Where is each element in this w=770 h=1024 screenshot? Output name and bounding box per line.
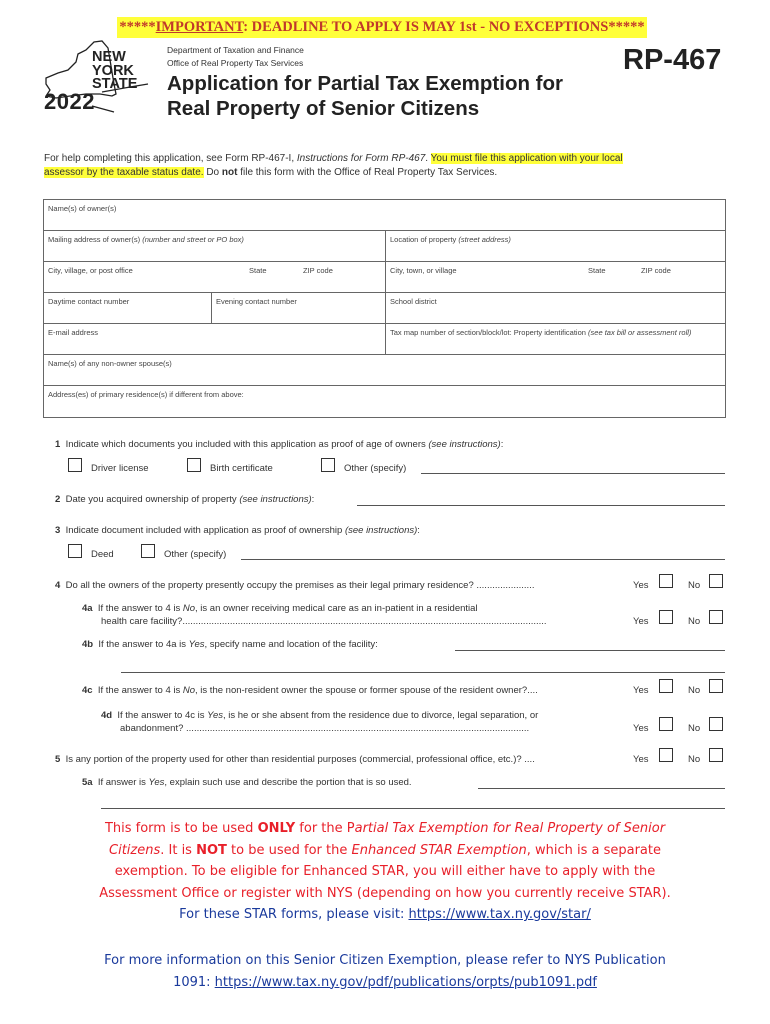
question-number: 4c [82,685,93,696]
form-number: RP-467 [623,44,722,76]
banner-important: IMPORTANT [155,19,244,35]
spouse-names-field[interactable] [44,355,725,385]
table-row [44,262,725,293]
question-4 [55,580,534,591]
question-text: If answer is [97,777,149,788]
q4a-no-checkbox[interactable] [709,610,723,624]
notice-emphasis: NOT [196,842,227,858]
logo-line-new: NEW [92,49,126,65]
notice-italic: artial Tax Exemption for Real Property of Senior [354,821,666,836]
question-text: Indicate which documents you included with this application as proof of age of owners [65,439,426,450]
other-ownership-proof-checkbox[interactable] [141,544,155,558]
question-4d [101,710,538,721]
q4d-yes-checkbox[interactable] [659,717,673,731]
field-label: Tax map number of section/block/lot: Property identification [390,328,586,337]
deadline-banner [117,17,647,38]
notice-line-1 [60,818,710,840]
question-hint: (see instructions) [428,439,501,450]
banner-text: : DEADLINE TO APPLY IS MAY 1st - NO EXCEPTIONS***** [243,19,645,35]
q4-yes-checkbox[interactable] [659,574,673,588]
email-field[interactable] [44,324,386,354]
question-text: No [182,685,196,696]
question-text: : [417,525,420,536]
explain-use-line-1[interactable] [478,788,725,789]
daytime-phone-field[interactable] [44,293,212,323]
city-right-field[interactable] [386,262,725,292]
field-label: Location of property [390,235,457,244]
notice-italic: Citizens [109,842,161,858]
owner-names-field[interactable] [44,200,725,230]
intro-highlight: You must file this application with your local [430,153,623,164]
notice-line-5 [60,904,710,926]
question-number: 4b [82,639,94,650]
question-text: Yes [148,777,165,788]
field-label: Mailing address of owner(s) [48,235,141,244]
notice-text: , which is a separate [526,842,661,858]
question-number: 5 [55,754,61,765]
notice-line-2 [60,840,710,862]
field-label: ZIP code [641,266,671,275]
question-text: health care facility?.......................................................................................................................................... [101,616,547,627]
question-1 [55,439,503,450]
star-forms-link[interactable]: https://www.tax.ny.gov/star/ [408,907,591,922]
birth-certificate-checkbox[interactable] [187,458,201,472]
department-name [167,44,304,70]
yes-label: Yes [633,580,649,591]
q4d-no-checkbox[interactable] [709,717,723,731]
tax-map-field[interactable] [386,324,725,354]
notice-line-3: exemption. To be eligible for Enhanced STAR, you will either have to apply with the [114,864,656,879]
question-text: : [311,494,315,505]
question-text: : [500,439,504,450]
yes-label: Yes [633,616,649,627]
property-location-field[interactable] [386,231,725,261]
deed-label: Deed [91,549,114,560]
intro-highlight: assessor by the taxable status date. [44,166,204,178]
no-label: No [688,616,701,627]
notice-text: This form is to be used [104,821,258,836]
banner-prefix: ***** [119,19,156,35]
more-info-text: 1091: [173,974,215,990]
question-text: Is any portion of the property used for other than residential purposes (commercial, professional office, etc.)? .... [65,754,535,765]
notice-line-4: Assessment Office or register with NYS (depending on how you currently receive STAR). [99,885,671,901]
question-hint: (see instructions) [239,494,312,505]
intro-text: file this form with the Office of Real Property Tax Services. [237,166,498,178]
field-hint: (number and street or PO box) [142,235,244,244]
field-label: State [249,266,267,275]
q4c-yes-checkbox[interactable] [659,679,673,693]
field-label: Name(s) of any non-owner spouse(s) [48,359,172,368]
question-text: Date you acquired ownership of property [65,494,237,505]
field-label: Address(es) of primary residence(s) if different from above: [48,390,244,399]
facility-line-1[interactable] [455,650,725,651]
other-ownership-proof-label: Other (specify) [164,549,227,560]
question-number: 5a [82,777,93,788]
question-5 [55,754,535,765]
city-left-field[interactable] [44,262,386,292]
field-label: ZIP code [303,266,333,275]
yes-label: Yes [633,685,649,696]
question-5a [82,777,412,788]
other-ownership-proof-line[interactable] [241,559,725,560]
q5-yes-checkbox[interactable] [659,748,673,762]
question-number: 4 [55,580,61,591]
logo-year: 2022 [44,89,95,114]
question-4b [82,639,378,650]
logo-line-state: STATE [92,76,138,92]
question-text: Do all the owners of the property presently occupy the premises as their legal primary residence? ...................... [65,580,535,591]
question-text: If the answer to 4 is [97,685,183,696]
title-line-1: Application for Partial Tax Exemption for [167,72,564,95]
intro-bold: not [221,166,238,178]
table-row [44,324,725,355]
no-label: No [688,723,701,734]
field-label: State [588,266,606,275]
explain-use-line-2[interactable] [101,808,725,809]
question-text: Yes [207,710,223,721]
notice-text: . It is [160,842,197,858]
table-row [44,231,725,262]
facility-line-2[interactable] [121,672,725,673]
no-label: No [688,685,701,696]
mailing-address-field[interactable] [44,231,386,261]
owner-info-table [43,199,726,418]
other-age-proof-checkbox[interactable] [321,458,335,472]
question-text: , explain such use and describe the portion that is so used. [164,777,412,788]
notice-italic: Enhanced STAR Exemption [351,842,527,858]
question-3 [55,525,420,536]
more-info-line-2 [40,972,730,994]
more-info-line-1: For more information on this Senior Citizen Exemption, please refer to NYS Publication [104,953,666,968]
question-text: Yes [188,639,205,650]
question-text: Indicate document included with application as proof of ownership [65,525,343,536]
question-text: No [182,603,196,614]
field-label: Daytime contact number [48,297,130,306]
question-number: 3 [55,525,61,536]
deed-checkbox[interactable] [68,544,82,558]
notice-text: For these STAR forms, please visit: [179,907,409,922]
no-label: No [688,754,701,765]
title-line-2: Real Property of Senior Citizens [167,97,480,120]
question-text: , is the non-resident owner the spouse or former spouse of the resident owner?.... [195,685,538,696]
logo-line-york: YORK [92,62,134,79]
question-text: , is an owner receiving medical care as an in-patient in a residential [195,603,478,614]
logo-wordmark [92,51,137,92]
intro-text: . [425,153,431,164]
field-label: Evening contact number [216,297,297,306]
intro-text: For help completing this application, see Form RP-467-I, [44,153,297,164]
notice-text: for the P [295,821,355,836]
intro-text: Do [203,166,222,178]
yes-label: Yes [633,723,649,734]
field-label: City, town, or village [390,266,457,275]
notice-text: to be used for the [226,842,352,858]
q4a-yes-checkbox[interactable] [659,610,673,624]
question-text: abandonment? .................................................................................................................................. [120,723,530,734]
question-text: If the answer to 4 is [97,603,183,614]
notice-emphasis: ONLY [257,821,296,836]
question-number: 4a [82,603,93,614]
field-label: City, village, or post office [48,266,133,275]
dept-line-1: Department of Taxation and Finance [167,45,304,55]
dept-line-2: Office of Real Property Tax Services [167,58,304,68]
field-label: E-mail address [48,328,99,337]
form-title [167,71,563,121]
driver-license-label: Driver license [91,463,149,474]
evening-phone-field[interactable] [212,293,386,323]
table-row [44,355,725,386]
birth-certificate-label: Birth certificate [210,463,273,474]
table-row [44,386,725,417]
primary-residence-field[interactable] [44,386,725,417]
star-notice [60,818,710,926]
q4c-no-checkbox[interactable] [709,679,723,693]
more-info [40,950,730,993]
yes-label: Yes [633,754,649,765]
q5-no-checkbox[interactable] [709,748,723,762]
question-number: 4d [101,710,113,721]
question-2 [55,494,314,505]
question-4c [82,685,538,696]
question-text: If the answer to 4c is [117,710,208,721]
field-hint: (street address) [458,235,511,244]
question-hint: (see instructions) [344,525,418,536]
question-number: 2 [55,494,61,505]
publication-1091-link[interactable]: https://www.tax.ny.gov/pdf/publications/orpts/pub1091.pdf [214,974,597,990]
intro-paragraph [44,152,734,179]
ownership-date-line[interactable] [357,505,725,506]
other-age-proof-line[interactable] [421,473,725,474]
intro-instructions-ref: Instructions for Form RP-467 [296,153,426,164]
no-label: No [688,580,701,591]
question-number: 1 [55,439,61,450]
q4-no-checkbox[interactable] [709,574,723,588]
school-district-field[interactable] [386,293,725,323]
field-hint: (see tax bill or assessment roll) [588,328,692,337]
field-label: School district [390,297,437,306]
question-text: , is he or she absent from the residence due to divorce, legal separation, or [223,710,539,721]
driver-license-checkbox[interactable] [68,458,82,472]
question-text: , specify name and location of the facility: [204,639,378,650]
field-label: Name(s) of owner(s) [48,204,117,213]
question-4a [82,603,478,614]
table-row [44,293,725,324]
other-age-proof-label: Other (specify) [344,463,407,474]
question-text: If the answer to 4a is [98,639,189,650]
table-row [44,200,725,231]
